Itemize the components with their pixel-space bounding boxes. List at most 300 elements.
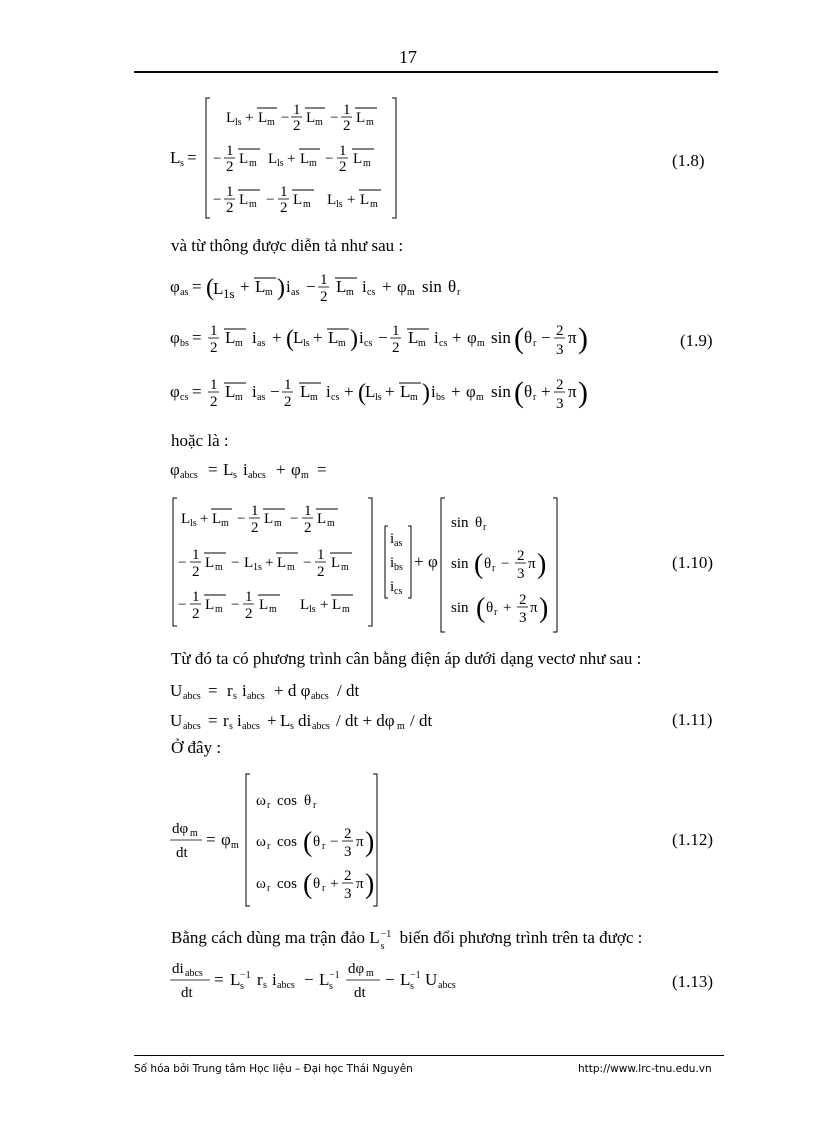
svg-text:m: m: [215, 604, 223, 615]
svg-text:(: (: [206, 275, 214, 301]
svg-text:abcs: abcs: [242, 721, 260, 732]
svg-text:r: r: [457, 287, 461, 298]
svg-text:i: i: [252, 328, 257, 347]
svg-text:m: m: [315, 117, 323, 128]
svg-text:sin: sin: [422, 277, 442, 296]
svg-text:3: 3: [556, 342, 564, 358]
svg-text:as: as: [180, 287, 189, 298]
equation-1-11: [170, 706, 470, 736]
svg-text:dt: dt: [354, 985, 366, 1001]
svg-text:1: 1: [245, 589, 253, 605]
svg-text:−: −: [303, 555, 312, 571]
svg-text:+: +: [382, 277, 392, 296]
svg-text:1: 1: [226, 143, 234, 159]
svg-text:ls: ls: [336, 199, 343, 210]
svg-text:m: m: [327, 518, 335, 529]
svg-text:−: −: [178, 597, 187, 613]
svg-text:2: 2: [226, 159, 234, 175]
svg-text:1: 1: [192, 547, 200, 563]
svg-text:r: r: [533, 392, 537, 403]
svg-text:1: 1: [226, 184, 234, 200]
svg-text:φ: φ: [428, 552, 438, 571]
svg-text:s: s: [410, 981, 414, 992]
svg-text:+: +: [240, 277, 250, 296]
svg-text:2: 2: [280, 200, 288, 216]
svg-text:r: r: [223, 711, 229, 730]
svg-text:π: π: [356, 876, 364, 892]
svg-text:dφ: dφ: [348, 961, 365, 977]
svg-text:L: L: [400, 382, 411, 401]
svg-text:L: L: [319, 970, 330, 989]
equation-number: (1.8): [672, 151, 705, 170]
svg-text:L: L: [277, 555, 287, 571]
svg-text:π: π: [568, 382, 577, 401]
svg-text:cos: cos: [277, 793, 297, 809]
svg-text:cs: cs: [394, 586, 403, 597]
svg-text:φ: φ: [291, 460, 301, 479]
svg-text:θ: θ: [524, 382, 533, 401]
svg-text:1: 1: [343, 102, 351, 118]
svg-text:m: m: [342, 604, 350, 615]
svg-text:(: (: [474, 549, 484, 580]
svg-text:ls: ls: [190, 518, 197, 529]
svg-text:+: +: [265, 555, 274, 571]
svg-text:): ): [578, 376, 588, 409]
svg-text:L: L: [205, 555, 215, 571]
svg-text:π: π: [568, 328, 577, 347]
svg-text:m: m: [410, 392, 418, 403]
svg-text:abcs: abcs: [312, 721, 330, 732]
svg-text:φ: φ: [170, 328, 180, 347]
svg-text:φ: φ: [467, 328, 477, 347]
svg-text:ω: ω: [256, 793, 266, 809]
svg-text:1: 1: [392, 323, 400, 339]
svg-text:L: L: [268, 151, 278, 167]
svg-text:U: U: [425, 970, 438, 989]
svg-text:2: 2: [344, 868, 352, 884]
svg-text:/ dt + dφ: / dt + dφ: [336, 711, 395, 730]
svg-text:2: 2: [344, 826, 352, 842]
svg-text:cs: cs: [367, 287, 376, 298]
svg-text:s: s: [240, 981, 244, 992]
svg-text:2: 2: [317, 564, 325, 580]
svg-text:φ: φ: [221, 830, 231, 849]
svg-text:θ: θ: [486, 600, 494, 616]
svg-text:+: +: [245, 110, 254, 126]
svg-text:m: m: [477, 338, 485, 349]
svg-text:−: −: [304, 970, 314, 989]
svg-text:r: r: [267, 800, 271, 811]
inverse-intro-text-b: biến đổi phương trình trên ta được :: [399, 928, 643, 947]
svg-text:bs: bs: [180, 338, 189, 349]
svg-text:L: L: [293, 328, 304, 347]
svg-text:L: L: [300, 151, 310, 167]
footer-url[interactable]: http://www.lrc-tnu.edu.vn: [578, 1063, 712, 1075]
svg-text:1s: 1s: [223, 286, 235, 301]
svg-text:L: L: [225, 382, 236, 401]
svg-text:3: 3: [344, 844, 352, 860]
svg-text:m: m: [267, 117, 275, 128]
svg-text:π: π: [356, 834, 364, 850]
svg-text:3: 3: [344, 886, 352, 902]
equation-number: (1.13): [672, 972, 714, 991]
svg-text:sin: sin: [451, 556, 469, 572]
svg-text:π: π: [528, 556, 536, 572]
svg-text:+: +: [414, 552, 424, 571]
svg-text:+: +: [452, 328, 462, 347]
svg-text:r: r: [267, 841, 271, 852]
svg-text:m: m: [418, 338, 426, 349]
svg-text:r: r: [257, 970, 263, 989]
svg-text:abcs: abcs: [185, 968, 203, 979]
svg-text:L: L: [306, 110, 316, 126]
svg-text:r: r: [313, 800, 317, 811]
svg-text:+: +: [320, 597, 329, 613]
svg-text:L: L: [244, 555, 254, 571]
svg-text:L: L: [226, 110, 236, 126]
svg-text:dt: dt: [181, 985, 193, 1001]
svg-text:sin: sin: [491, 328, 511, 347]
svg-text:L: L: [408, 328, 419, 347]
svg-text:L: L: [336, 277, 347, 296]
svg-text:2: 2: [293, 118, 301, 134]
svg-text:/ dt: / dt: [410, 711, 433, 730]
svg-text:abcs: abcs: [247, 691, 265, 702]
svg-text:i: i: [286, 277, 291, 296]
svg-text:−: −: [270, 382, 280, 401]
svg-text:di: di: [298, 711, 312, 730]
svg-text:m: m: [366, 117, 374, 128]
svg-text:2: 2: [556, 377, 564, 393]
svg-text:(: (: [303, 869, 313, 900]
svg-text:2: 2: [210, 340, 218, 356]
svg-text:): ): [539, 593, 549, 624]
svg-text:=: =: [208, 460, 218, 479]
equation-number: (1.10): [672, 553, 714, 572]
paragraph-flux-intro: và từ thông được diễn tả như sau :: [171, 236, 404, 255]
svg-text:r: r: [494, 607, 498, 618]
svg-text:L: L: [360, 192, 370, 208]
svg-text:=: =: [187, 148, 197, 167]
svg-text:i: i: [243, 460, 248, 479]
header-rule: [134, 71, 718, 73]
svg-text:+: +: [385, 382, 395, 401]
svg-text:i: i: [252, 382, 257, 401]
svg-text:θ: θ: [448, 277, 457, 296]
svg-text:): ): [365, 869, 375, 900]
equation-1-9-phi-bs: [170, 318, 600, 362]
svg-text:+: +: [503, 600, 512, 616]
svg-text:ls: ls: [235, 117, 242, 128]
svg-text:L: L: [331, 555, 341, 571]
svg-text:L: L: [255, 277, 266, 296]
svg-text:=: =: [192, 277, 202, 296]
svg-text:sin: sin: [451, 515, 469, 531]
svg-text:m: m: [269, 604, 277, 615]
svg-text:L: L: [223, 460, 234, 479]
svg-text:L: L: [356, 110, 366, 126]
svg-text:L: L: [225, 328, 236, 347]
svg-text:=: =: [192, 328, 202, 347]
equation-phi-abcs: [170, 455, 390, 485]
svg-text:−: −: [325, 151, 334, 167]
svg-text:+ d φ: + d φ: [274, 681, 311, 700]
svg-text:L: L: [328, 328, 339, 347]
svg-text:2: 2: [192, 606, 200, 622]
svg-text:m: m: [235, 338, 243, 349]
svg-text:L: L: [259, 597, 269, 613]
svg-text:m: m: [338, 338, 346, 349]
svg-text:=: =: [208, 711, 218, 730]
svg-text:m: m: [249, 199, 257, 210]
svg-text:2: 2: [251, 520, 259, 536]
svg-text:1: 1: [210, 323, 218, 339]
svg-text:+: +: [347, 192, 356, 208]
svg-text:r: r: [533, 338, 537, 349]
svg-text:ls: ls: [303, 338, 310, 349]
svg-text:U: U: [170, 681, 183, 700]
svg-text:−: −: [290, 511, 299, 527]
svg-text:as: as: [291, 287, 300, 298]
svg-text:θ: θ: [313, 834, 321, 850]
svg-text:m: m: [309, 158, 317, 169]
svg-text:1: 1: [320, 272, 328, 288]
svg-text:−: −: [213, 192, 222, 208]
svg-text:1: 1: [192, 589, 200, 605]
svg-text:ls: ls: [277, 158, 284, 169]
svg-text:=: =: [317, 460, 327, 479]
svg-text:s: s: [180, 158, 184, 169]
svg-text:L: L: [280, 711, 291, 730]
equation-1-9-phi-cs: [170, 372, 600, 416]
svg-text:): ): [578, 322, 588, 355]
svg-text:3: 3: [517, 566, 525, 582]
svg-text:=: =: [214, 970, 224, 989]
svg-text:cs: cs: [439, 338, 448, 349]
svg-text:): ): [537, 549, 547, 580]
svg-text:cs: cs: [331, 392, 340, 403]
svg-text:i: i: [390, 531, 395, 547]
equation-u-abcs-1: [170, 676, 430, 706]
equation-1-12: [170, 770, 390, 910]
svg-text:1: 1: [293, 102, 301, 118]
svg-text:1: 1: [280, 184, 288, 200]
svg-text:1: 1: [251, 503, 259, 519]
svg-text:L: L: [332, 597, 342, 613]
svg-text:m: m: [287, 562, 295, 573]
svg-text:2: 2: [392, 340, 400, 356]
svg-text:m: m: [397, 721, 405, 732]
svg-text:dφ: dφ: [172, 821, 189, 837]
svg-text:s: s: [329, 981, 333, 992]
svg-text:−: −: [330, 834, 339, 850]
svg-text:bs: bs: [394, 562, 403, 573]
paragraph-or-intro: hoặc là :: [171, 431, 229, 450]
paragraph-here-intro: Ở đây :: [171, 738, 222, 757]
svg-text:−: −: [266, 192, 275, 208]
svg-text:r: r: [322, 883, 326, 894]
svg-text:−1: −1: [329, 970, 340, 981]
svg-text:+: +: [451, 382, 461, 401]
svg-text:cs: cs: [364, 338, 373, 349]
svg-text:3: 3: [519, 610, 527, 626]
svg-text:−: −: [378, 328, 388, 347]
svg-text:abcs: abcs: [180, 470, 198, 481]
svg-text:φ: φ: [397, 277, 407, 296]
inverse-intro-text-a: Bằng cách dùng ma trận đảo L: [171, 928, 380, 947]
svg-text:−: −: [213, 151, 222, 167]
svg-text:L: L: [365, 382, 376, 401]
svg-text:(: (: [286, 326, 294, 352]
svg-text:m: m: [310, 392, 318, 403]
svg-text:L: L: [239, 151, 249, 167]
svg-text:m: m: [407, 287, 415, 298]
svg-text:−: −: [385, 970, 395, 989]
svg-text:φ: φ: [170, 460, 180, 479]
svg-text:1: 1: [339, 143, 347, 159]
svg-text:L: L: [400, 970, 411, 989]
svg-text:ls: ls: [309, 604, 316, 615]
svg-text:−: −: [178, 555, 187, 571]
svg-text:i: i: [362, 277, 367, 296]
svg-text:m: m: [303, 199, 311, 210]
svg-text:U: U: [170, 711, 183, 730]
svg-text:L: L: [230, 970, 241, 989]
svg-text:(: (: [303, 827, 313, 858]
svg-text:r: r: [227, 681, 233, 700]
svg-text:cos: cos: [277, 834, 297, 850]
equation-number: (1.12): [672, 830, 714, 849]
svg-text:1: 1: [284, 377, 292, 393]
svg-text:−1: −1: [410, 970, 421, 981]
svg-text:s: s: [233, 470, 237, 481]
svg-text:−1: −1: [240, 970, 251, 981]
svg-text:θ: θ: [484, 556, 492, 572]
svg-text:as: as: [394, 538, 403, 549]
svg-text:sin: sin: [451, 600, 469, 616]
svg-text:m: m: [341, 562, 349, 573]
svg-text:ω: ω: [256, 834, 266, 850]
svg-text:θ: θ: [475, 515, 483, 531]
svg-text:cs: cs: [180, 392, 189, 403]
svg-text:−: −: [231, 555, 240, 571]
svg-text:i: i: [272, 970, 277, 989]
svg-text:sin: sin: [491, 382, 511, 401]
svg-text:θ: θ: [524, 328, 533, 347]
svg-text:−: −: [330, 110, 339, 126]
svg-text:): ): [350, 326, 358, 352]
svg-text:i: i: [390, 555, 395, 571]
svg-text:abcs: abcs: [248, 470, 266, 481]
svg-text:cos: cos: [277, 876, 297, 892]
svg-text:r: r: [492, 563, 496, 574]
svg-text:s: s: [229, 721, 233, 732]
svg-text:abcs: abcs: [438, 980, 456, 991]
svg-text:L: L: [212, 511, 222, 527]
svg-text:L: L: [205, 597, 215, 613]
equation-1-10: [170, 492, 570, 636]
svg-text:i: i: [390, 579, 395, 595]
svg-text:): ): [277, 275, 285, 301]
svg-text:2: 2: [343, 118, 351, 134]
svg-text:m: m: [231, 840, 239, 851]
footer-source: Số hóa bởi Trung tâm Học liệu – Đại học Thái Nguyên: [134, 1063, 413, 1075]
svg-text:i: i: [326, 382, 331, 401]
svg-text:θ: θ: [313, 876, 321, 892]
svg-text:2: 2: [245, 606, 253, 622]
svg-text:φ: φ: [170, 277, 180, 296]
svg-text:=: =: [208, 681, 218, 700]
svg-text:2: 2: [517, 548, 525, 564]
svg-text:m: m: [249, 158, 257, 169]
svg-text:3: 3: [556, 396, 564, 412]
svg-text:+: +: [267, 711, 277, 730]
svg-text:L: L: [170, 148, 181, 167]
svg-text:s: s: [290, 721, 294, 732]
svg-text:m: m: [215, 562, 223, 573]
svg-text:L: L: [327, 192, 337, 208]
svg-text:2: 2: [226, 200, 234, 216]
svg-text:(: (: [358, 380, 366, 406]
svg-text:m: m: [370, 199, 378, 210]
equation-1-9-phi-as: [170, 270, 490, 310]
svg-text:ω: ω: [256, 876, 266, 892]
svg-text:−: −: [237, 511, 246, 527]
svg-text:as: as: [257, 392, 266, 403]
svg-text:+: +: [313, 328, 323, 347]
svg-text:+: +: [200, 511, 209, 527]
svg-text:L: L: [213, 279, 224, 298]
svg-text:2: 2: [320, 289, 328, 305]
svg-text:2: 2: [192, 564, 200, 580]
svg-text:m: m: [301, 470, 309, 481]
svg-text:=: =: [192, 382, 202, 401]
svg-text:+: +: [541, 382, 551, 401]
paragraph-inverse-intro: Bằng cách dùng ma trận đảo L −1 s biến đổi phương trình trên ta được :: [171, 928, 643, 952]
equation-number: (1.9): [680, 331, 713, 350]
svg-text:L: L: [293, 192, 303, 208]
svg-text:m: m: [221, 518, 229, 529]
svg-text:m: m: [274, 518, 282, 529]
svg-text:): ): [365, 827, 375, 858]
svg-text:L: L: [264, 511, 274, 527]
svg-text:abcs: abcs: [311, 691, 329, 702]
paragraph-vector-intro: Từ đó ta có phương trình cân bằng điện áp dưới dạng vectơ như sau :: [171, 649, 642, 668]
svg-text:π: π: [530, 600, 538, 616]
svg-text:θ: θ: [304, 793, 312, 809]
svg-text:1s: 1s: [253, 562, 262, 573]
svg-text:/ dt: / dt: [337, 681, 360, 700]
svg-text:φ: φ: [170, 382, 180, 401]
svg-text:m: m: [363, 158, 371, 169]
svg-text:i: i: [359, 328, 364, 347]
page-number: 17: [399, 47, 417, 67]
svg-text:m: m: [190, 828, 198, 839]
svg-text:ls: ls: [375, 392, 382, 403]
svg-text:dt: dt: [176, 845, 188, 861]
svg-text:i: i: [237, 711, 242, 730]
svg-text:+: +: [276, 460, 286, 479]
equation-1-13: [170, 958, 460, 1004]
svg-text:i: i: [434, 328, 439, 347]
svg-text:−: −: [231, 597, 240, 613]
svg-text:(: (: [514, 376, 524, 409]
svg-text:abcs: abcs: [183, 691, 201, 702]
svg-text:+: +: [287, 151, 296, 167]
svg-text:L: L: [300, 597, 310, 613]
svg-text:−: −: [541, 328, 551, 347]
svg-text:φ: φ: [466, 382, 476, 401]
